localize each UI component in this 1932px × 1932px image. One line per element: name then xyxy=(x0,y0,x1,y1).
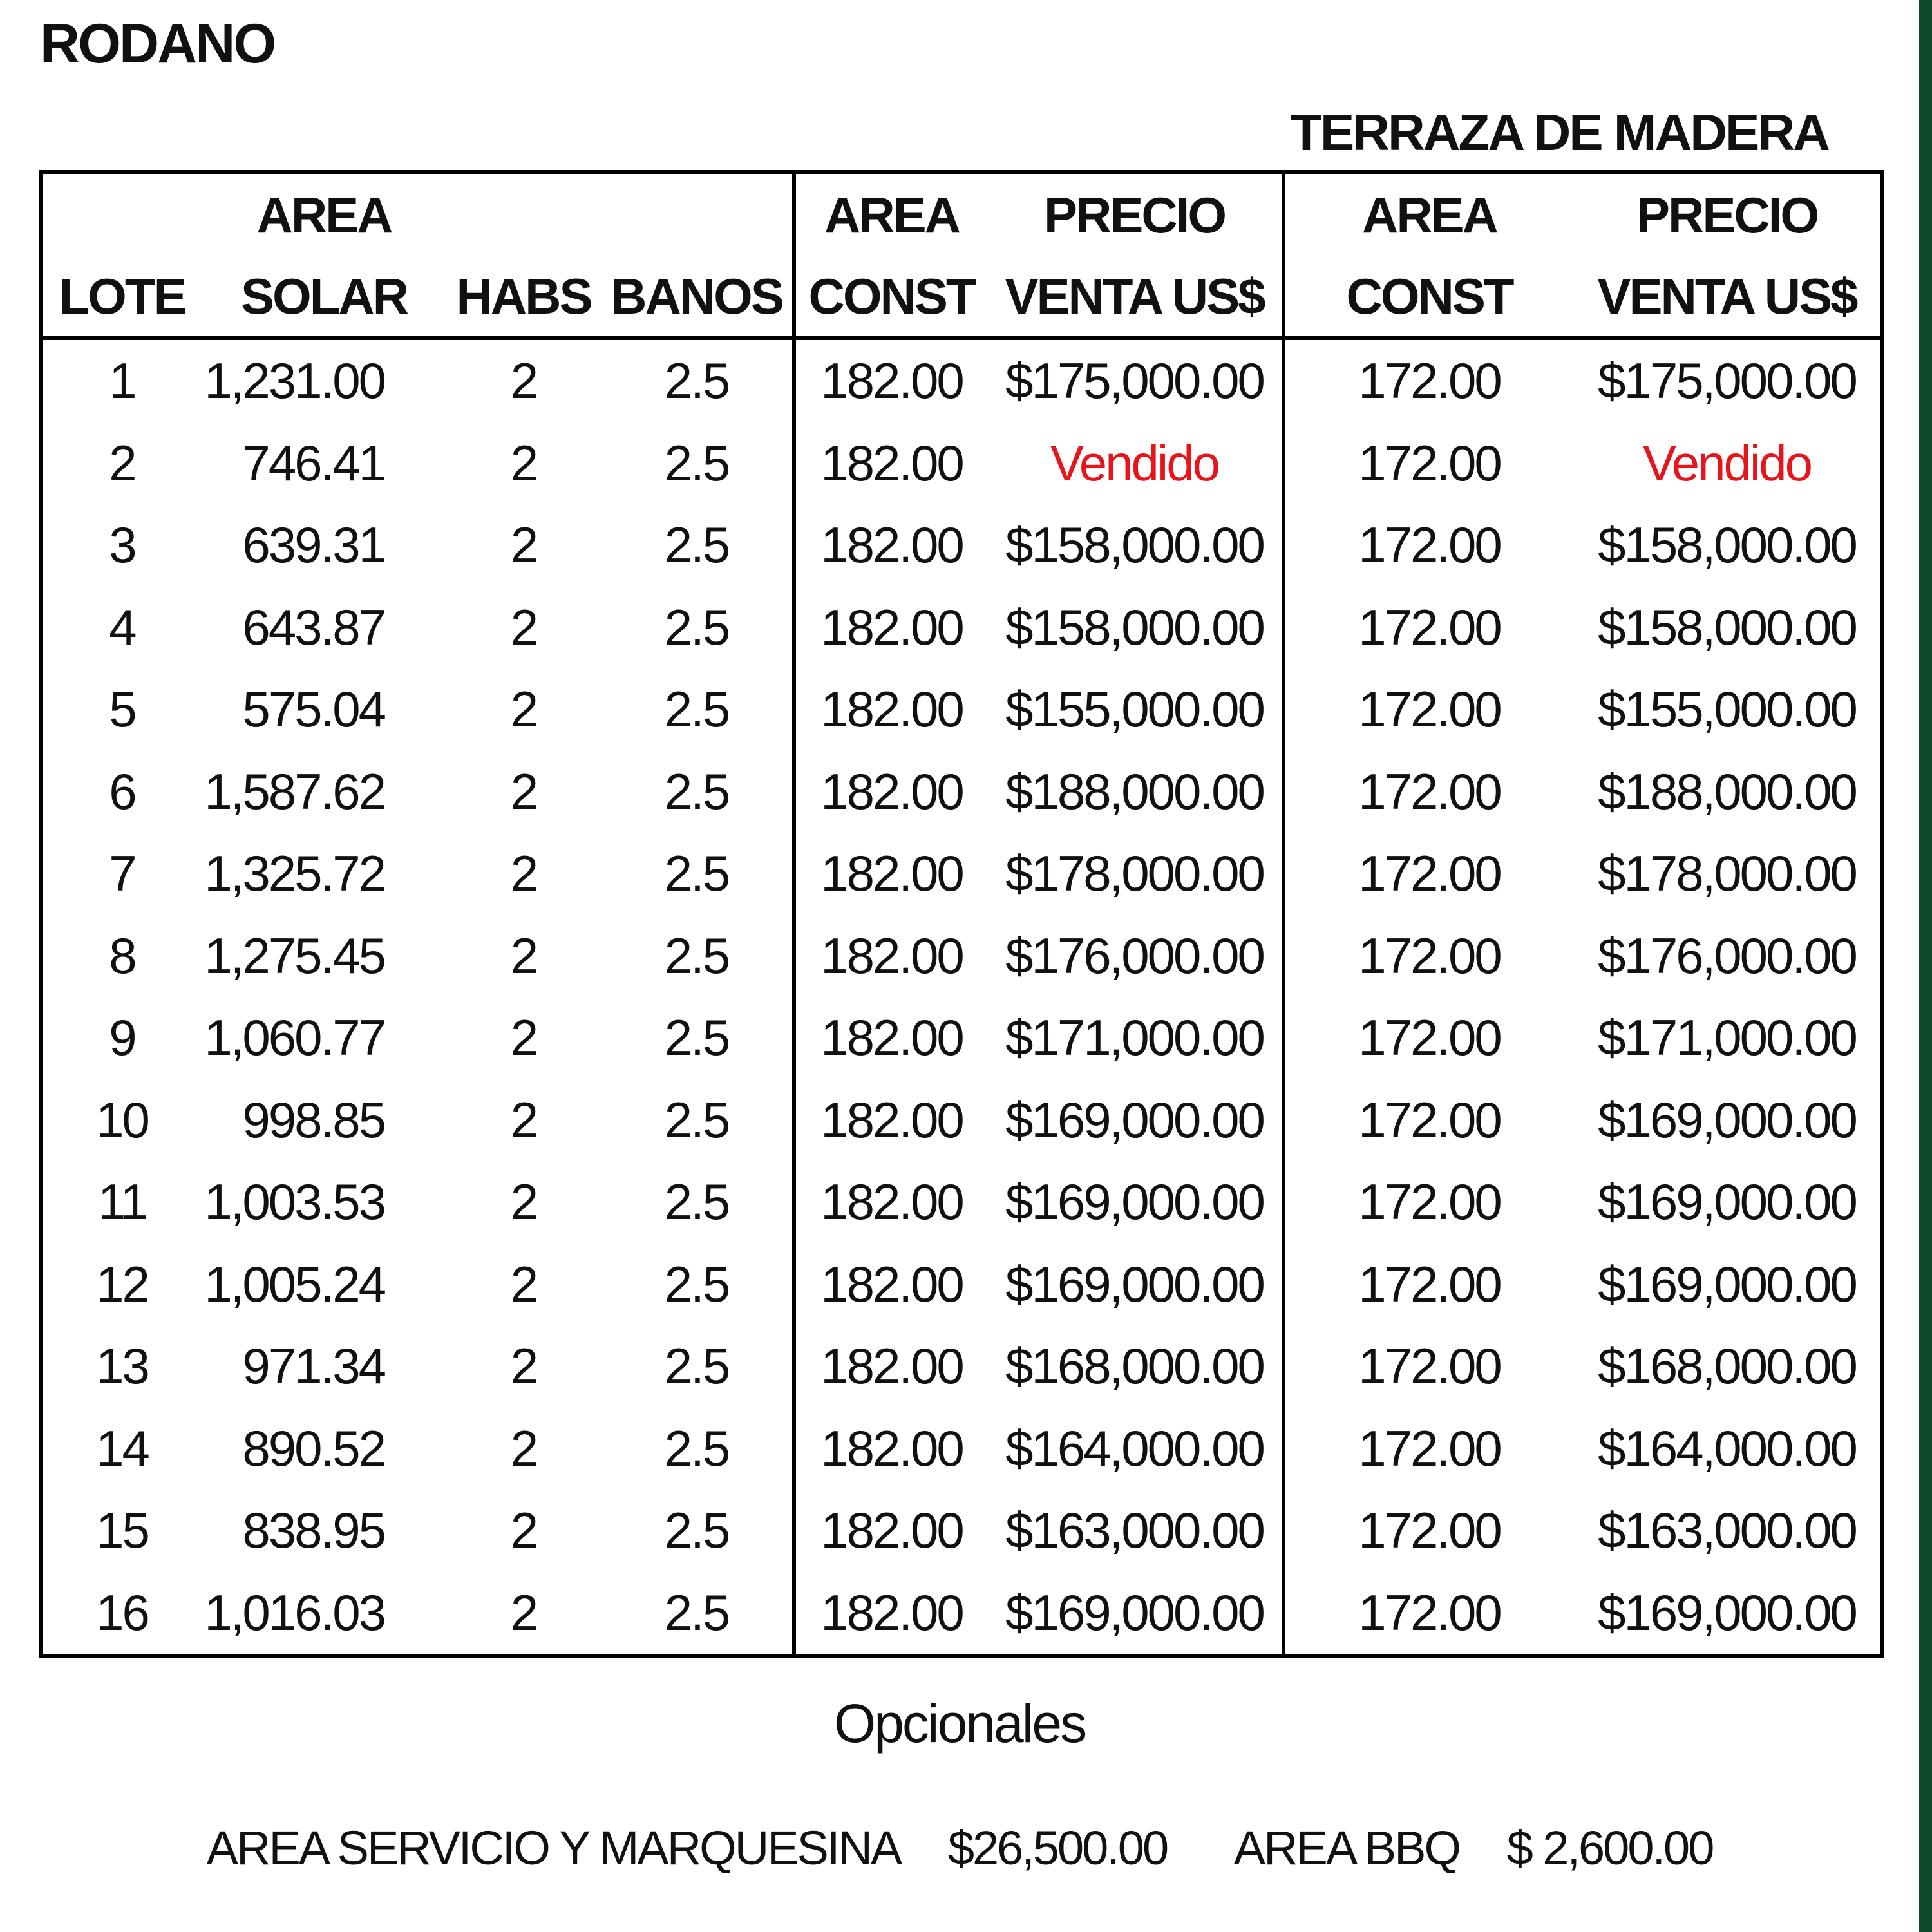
header-habs: HABS xyxy=(446,256,601,338)
cell-terraza-precio: $164,000.00 xyxy=(1598,1419,1856,1477)
cell-habs: 2 xyxy=(510,598,537,656)
cell-area-const: 182.00 xyxy=(794,1244,987,1326)
cell-habs: 2 xyxy=(510,1502,537,1558)
cell-banos: 2.5 xyxy=(664,434,729,491)
cell-area-solar-value: 746.41 xyxy=(242,434,384,491)
cell-terraza-precio: $163,000.00 xyxy=(1598,1502,1856,1558)
table-row xyxy=(41,833,1882,915)
cell-terraza-area: 172.00 xyxy=(1283,751,1573,833)
cell-area-const: 182.00 xyxy=(794,751,987,833)
cell-terraza-area: 172.00 xyxy=(1283,1161,1573,1244)
header-lote: LOTE xyxy=(41,256,202,338)
right-edge-bar xyxy=(1919,0,1932,1932)
cell-area-solar xyxy=(202,587,446,669)
cell-area-solar-value: 1,016.03 xyxy=(204,1584,384,1641)
cell-banos: 2.5 xyxy=(664,845,729,902)
cell-banos: 2.5 xyxy=(664,1255,729,1312)
cell-precio: $171,000.00 xyxy=(1005,1009,1264,1066)
cell-precio: $163,000.00 xyxy=(1005,1502,1264,1558)
table-row xyxy=(41,1161,1882,1244)
cell-area-solar xyxy=(202,1244,446,1326)
header-area-const-bottom: CONST xyxy=(794,256,987,338)
header-banos: BANOS xyxy=(601,256,794,338)
header-terraza-area-top: AREA xyxy=(1283,172,1573,256)
cell-terraza-precio: $171,000.00 xyxy=(1598,1009,1856,1066)
table-row xyxy=(41,1408,1882,1490)
cell-area-solar-value: 971.34 xyxy=(242,1338,384,1394)
cell-banos: 2.5 xyxy=(664,1419,729,1477)
cell-area-solar xyxy=(202,915,446,998)
cell-lote: 1 xyxy=(109,352,135,409)
cell-precio: $155,000.00 xyxy=(1005,681,1264,737)
cell-terraza-area: 172.00 xyxy=(1283,668,1573,751)
table-row xyxy=(41,422,1882,505)
cell-lote: 8 xyxy=(109,927,135,984)
cell-area-solar xyxy=(202,504,446,587)
cell-habs: 2 xyxy=(510,434,537,491)
header-terraza-precio-top: PRECIO xyxy=(1636,187,1818,243)
cell-area-const: 182.00 xyxy=(794,1408,987,1490)
cell-area-solar xyxy=(202,1079,446,1162)
cell-terraza-precio: $155,000.00 xyxy=(1598,681,1856,737)
cell-precio: $164,000.00 xyxy=(1005,1419,1264,1477)
cell-lote: 16 xyxy=(96,1584,148,1641)
table-row xyxy=(41,338,1882,422)
cell-area-solar-value: 643.87 xyxy=(242,598,384,656)
cell-terraza-area: 172.00 xyxy=(1283,1325,1573,1408)
cell-area-solar xyxy=(202,1408,446,1490)
cell-habs: 2 xyxy=(510,1338,537,1394)
table-row xyxy=(41,1079,1882,1162)
header-banos-top xyxy=(601,172,794,256)
cell-area-const: 182.00 xyxy=(794,1572,987,1656)
bbq-area-label: AREA BBQ xyxy=(1233,1821,1460,1875)
cell-terraza-area: 172.00 xyxy=(1283,1490,1573,1572)
cell-precio: $178,000.00 xyxy=(1005,845,1264,902)
table-row xyxy=(41,915,1882,998)
table-row xyxy=(41,1244,1882,1326)
table-row xyxy=(41,587,1882,669)
service-area-price: $26,500.00 xyxy=(947,1821,1168,1875)
cell-terraza-precio: Vendido xyxy=(1643,434,1811,491)
cell-precio: $188,000.00 xyxy=(1005,762,1264,820)
cell-area-solar-value: 1,060.77 xyxy=(204,1009,384,1066)
cell-lote: 5 xyxy=(109,681,135,737)
header-habs-top xyxy=(446,172,601,256)
cell-precio: $169,000.00 xyxy=(1005,1584,1264,1641)
cell-area-solar-value: 1,003.53 xyxy=(204,1173,384,1230)
cell-area-const: 182.00 xyxy=(794,833,987,915)
header-row-top xyxy=(41,172,1882,256)
cell-terraza-area: 172.00 xyxy=(1283,422,1573,505)
cell-terraza-precio: $168,000.00 xyxy=(1598,1338,1856,1394)
cell-habs: 2 xyxy=(510,516,537,573)
cell-precio: $175,000.00 xyxy=(1005,352,1264,409)
cell-lote: 3 xyxy=(109,516,135,573)
cell-banos: 2.5 xyxy=(664,1173,729,1230)
cell-habs: 2 xyxy=(510,681,537,737)
cell-terraza-area: 172.00 xyxy=(1283,504,1573,587)
cell-habs: 2 xyxy=(510,1584,537,1641)
cell-habs: 2 xyxy=(510,1173,537,1230)
table-row xyxy=(41,1490,1882,1572)
cell-area-solar-value: 1,325.72 xyxy=(204,845,384,902)
cell-area-solar-value: 1,005.24 xyxy=(204,1255,384,1312)
cell-area-solar xyxy=(202,1161,446,1244)
header-area-solar-top: AREA xyxy=(256,187,392,243)
cell-area-solar xyxy=(202,997,446,1079)
header-precio-bottom: VENTA US$ xyxy=(987,256,1283,338)
header-terraza-area-bottom: CONST xyxy=(1283,256,1573,338)
table-body xyxy=(41,338,1882,1656)
price-table xyxy=(39,170,1884,1658)
cell-area-solar-value: 639.31 xyxy=(242,516,384,573)
cell-habs: 2 xyxy=(510,927,537,984)
cell-area-const: 182.00 xyxy=(794,997,987,1079)
cell-terraza-area: 172.00 xyxy=(1283,587,1573,669)
cell-area-const: 182.00 xyxy=(794,338,987,422)
cell-habs: 2 xyxy=(510,1255,537,1312)
cell-banos: 2.5 xyxy=(664,681,729,737)
cell-terraza-area: 172.00 xyxy=(1283,1079,1573,1162)
cell-area-solar xyxy=(202,833,446,915)
cell-area-solar xyxy=(202,338,446,422)
cell-terraza-precio: $175,000.00 xyxy=(1598,352,1856,409)
cell-habs: 2 xyxy=(510,762,537,820)
cell-terraza-precio: $169,000.00 xyxy=(1598,1255,1856,1312)
cell-lote: 9 xyxy=(109,1009,135,1066)
cell-area-solar xyxy=(202,1490,446,1572)
cell-terraza-precio: $169,000.00 xyxy=(1598,1091,1856,1148)
cell-banos: 2.5 xyxy=(664,1338,729,1394)
cell-lote: 6 xyxy=(109,762,135,820)
cell-banos: 2.5 xyxy=(664,1091,729,1148)
cell-terraza-precio: $188,000.00 xyxy=(1598,762,1856,820)
table-row xyxy=(41,751,1882,833)
cell-precio: $176,000.00 xyxy=(1005,927,1264,984)
cell-terraza-precio: $176,000.00 xyxy=(1598,927,1856,984)
cell-terraza-precio: $158,000.00 xyxy=(1598,516,1856,573)
header-lote-top xyxy=(41,172,202,256)
cell-area-const: 182.00 xyxy=(794,915,987,998)
cell-terraza-area: 172.00 xyxy=(1283,1244,1573,1326)
cell-lote: 2 xyxy=(109,434,135,491)
cell-terraza-area: 172.00 xyxy=(1283,338,1573,422)
cell-area-solar-value: 890.52 xyxy=(242,1419,384,1477)
page-title: RODANO xyxy=(40,13,275,75)
cell-precio: $169,000.00 xyxy=(1005,1255,1264,1312)
bbq-area-price: $ 2,600.00 xyxy=(1506,1821,1713,1875)
cell-habs: 2 xyxy=(510,1419,537,1477)
cell-terraza-area: 172.00 xyxy=(1283,997,1573,1079)
table-row xyxy=(41,668,1882,751)
cell-banos: 2.5 xyxy=(664,1009,729,1066)
cell-lote: 4 xyxy=(109,598,135,656)
cell-terraza-area: 172.00 xyxy=(1283,915,1573,998)
cell-terraza-area: 172.00 xyxy=(1283,833,1573,915)
cell-banos: 2.5 xyxy=(664,516,729,573)
header-area-solar-bottom: SOLAR xyxy=(202,256,446,338)
cell-habs: 2 xyxy=(510,845,537,902)
cell-area-solar xyxy=(202,422,446,505)
cell-banos: 2.5 xyxy=(664,352,729,409)
table-row xyxy=(41,504,1882,587)
cell-precio: $169,000.00 xyxy=(1005,1173,1264,1230)
cell-lote: 14 xyxy=(96,1419,148,1477)
header-precio-top: PRECIO xyxy=(1043,187,1226,243)
cell-area-solar xyxy=(202,1325,446,1408)
cell-lote: 15 xyxy=(96,1502,148,1558)
cell-area-const: 182.00 xyxy=(794,587,987,669)
cell-area-const: 182.00 xyxy=(794,1490,987,1572)
service-area-label: AREA SERVICIO Y MARQUESINA xyxy=(206,1821,901,1875)
cell-lote: 12 xyxy=(96,1255,148,1312)
cell-precio: Vendido xyxy=(1050,434,1218,491)
cell-banos: 2.5 xyxy=(664,1502,729,1558)
cell-terraza-precio: $169,000.00 xyxy=(1598,1584,1856,1641)
cell-area-solar xyxy=(202,1572,446,1656)
cell-banos: 2.5 xyxy=(664,1584,729,1641)
cell-area-solar-value: 998.85 xyxy=(242,1091,384,1148)
cell-area-solar xyxy=(202,668,446,751)
cell-area-const: 182.00 xyxy=(794,1325,987,1408)
cell-banos: 2.5 xyxy=(664,927,729,984)
cell-lote: 13 xyxy=(96,1338,148,1394)
cell-precio: $168,000.00 xyxy=(1005,1338,1264,1394)
cell-area-solar-value: 1,231.00 xyxy=(204,352,384,409)
table-row xyxy=(41,1325,1882,1408)
table-row xyxy=(41,1572,1882,1656)
terraza-section-label: TERRAZA DE MADERA xyxy=(1291,104,1828,161)
header-row-bottom xyxy=(41,256,1882,338)
cell-precio: $169,000.00 xyxy=(1005,1091,1264,1148)
cell-area-solar xyxy=(202,751,446,833)
cell-lote: 10 xyxy=(96,1091,148,1148)
cell-precio: $158,000.00 xyxy=(1005,516,1264,573)
header-terraza-precio-bottom: VENTA US$ xyxy=(1573,256,1882,338)
cell-habs: 2 xyxy=(510,1009,537,1066)
cell-terraza-area: 172.00 xyxy=(1283,1572,1573,1656)
header-area-const-top: AREA xyxy=(794,172,987,256)
cell-terraza-area: 172.00 xyxy=(1283,1408,1573,1490)
cell-area-const: 182.00 xyxy=(794,668,987,751)
cell-area-const: 182.00 xyxy=(794,1161,987,1244)
optionals-line xyxy=(0,1816,1919,1880)
cell-banos: 2.5 xyxy=(664,598,729,656)
cell-area-solar-value: 1,275.45 xyxy=(204,927,384,984)
cell-habs: 2 xyxy=(510,1091,537,1148)
cell-area-const: 182.00 xyxy=(794,422,987,505)
cell-area-const: 182.00 xyxy=(794,1079,987,1162)
cell-area-solar-value: 575.04 xyxy=(242,681,384,737)
cell-terraza-precio: $169,000.00 xyxy=(1598,1173,1856,1230)
cell-lote: 11 xyxy=(98,1173,146,1230)
cell-lote: 7 xyxy=(109,845,135,902)
cell-area-const: 182.00 xyxy=(794,504,987,587)
cell-terraza-precio: $178,000.00 xyxy=(1598,845,1856,902)
cell-area-solar-value: 1,587.62 xyxy=(204,762,384,820)
table-row xyxy=(41,997,1882,1079)
cell-terraza-precio: $158,000.00 xyxy=(1598,598,1856,656)
cell-banos: 2.5 xyxy=(664,762,729,820)
optionals-title: Opcionales xyxy=(833,1693,1086,1754)
cell-precio: $158,000.00 xyxy=(1005,598,1264,656)
cell-habs: 2 xyxy=(510,352,537,409)
cell-area-solar-value: 838.95 xyxy=(242,1502,384,1558)
